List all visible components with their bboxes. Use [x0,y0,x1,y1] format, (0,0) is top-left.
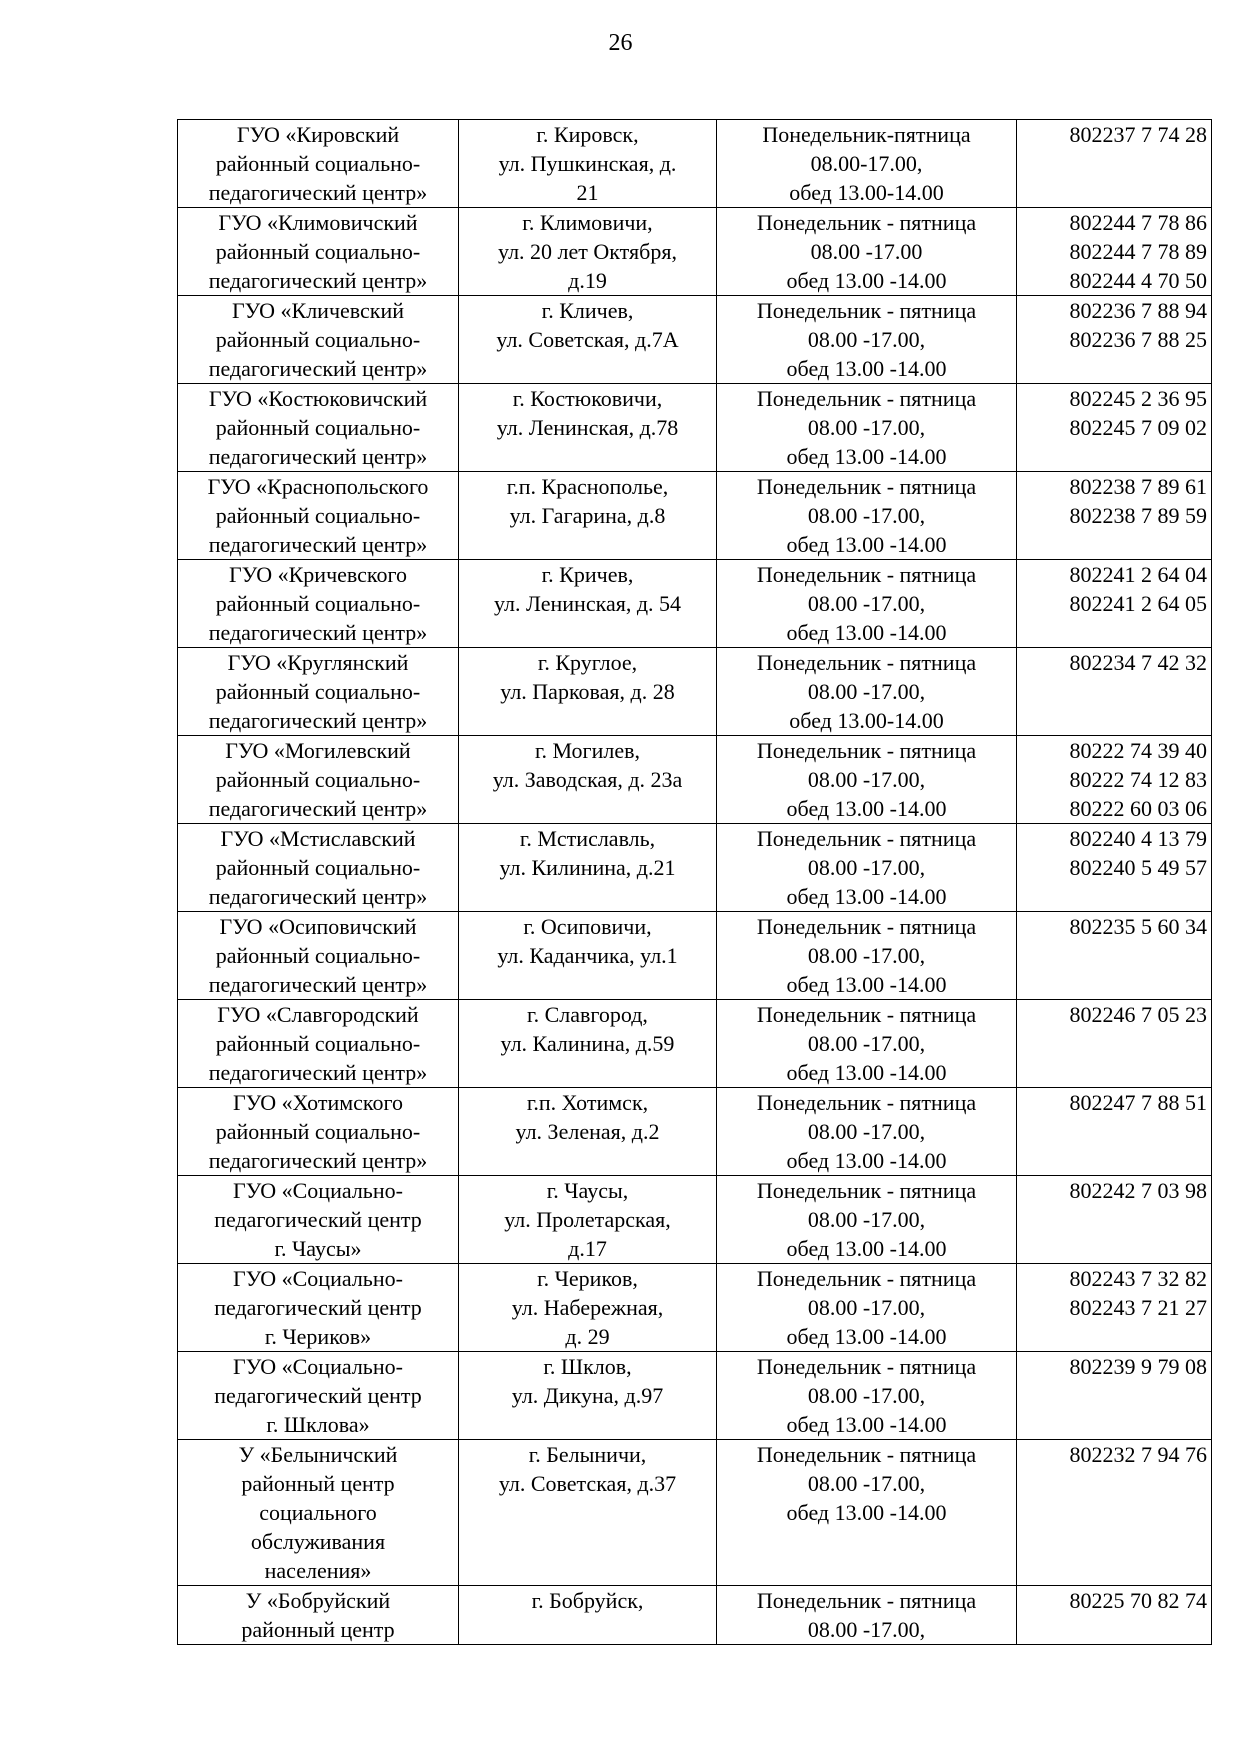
institution-name-line: педагогический центр [214,1207,422,1232]
institution-name-cell [178,296,459,384]
address-cell [459,824,717,912]
address-line: ул. Каданчика, ул.1 [497,943,678,968]
working-hours-line: Понедельник - пятница [756,474,977,499]
phone-numbers-cell [1017,1264,1212,1352]
phone-number: 802239 9 79 08 [1069,1354,1207,1379]
address-line: д.17 [568,1236,607,1261]
institution-name-line: педагогический центр» [208,356,428,381]
institution-name-cell [178,560,459,648]
institution-name-line: ГУО «Социально- [233,1266,403,1291]
table-row [178,648,1212,736]
institution-name-line: педагогический центр» [208,268,428,293]
working-hours-line: обед 13.00 -14.00 [786,1324,947,1349]
address-line: г. Славгород, [527,1002,648,1027]
working-hours-line: обед 13.00 -14.00 [786,1500,947,1525]
working-hours-cell [717,1352,1017,1440]
phone-number: 802236 7 88 25 [1069,327,1207,352]
phone-number: 802241 2 64 04 [1069,562,1207,587]
working-hours-line: 08.00 -17.00, [807,327,926,352]
working-hours-line: 08.00 -17.00, [807,1295,926,1320]
address-cell [459,1176,717,1264]
institution-name-line: ГУО «Хотимского [233,1090,403,1115]
working-hours-line: обед 13.00 -14.00 [786,620,947,645]
institution-name-line: районный центр [241,1617,395,1642]
address-line: д.19 [568,268,607,293]
working-hours-line: обед 13.00 -14.00 [786,444,947,469]
institution-name-line: районный социально- [215,943,421,968]
address-line: ул. Гагарина, д.8 [509,503,666,528]
address-line: г. Кричев, [541,562,634,587]
phone-number: 802235 5 60 34 [1069,914,1207,939]
working-hours-cell [717,472,1017,560]
institution-name-line: районный социально- [215,591,421,616]
phone-numbers-cell [1017,1088,1212,1176]
working-hours-cell [717,560,1017,648]
working-hours-line: обед 13.00 -14.00 [786,1148,947,1173]
phone-number: 802240 4 13 79 [1069,826,1207,851]
institution-name-line: педагогический центр» [208,972,428,997]
address-line: г.п. Краснополье, [506,474,669,499]
institution-name-line: ГУО «Осиповичский [219,914,417,939]
institution-name-cell [178,1586,459,1645]
phone-number: 802247 7 88 51 [1069,1090,1207,1115]
institution-name-line: ГУО «Кричевского [229,562,407,587]
address-line: г. Чериков, [537,1266,638,1291]
working-hours-line: 08.00 -17.00, [807,855,926,880]
working-hours-line: обед 13.00 -14.00 [786,1236,947,1261]
institution-name-line: педагогический центр» [208,1060,428,1085]
phone-numbers-cell [1017,296,1212,384]
institution-name-line: педагогический центр [214,1383,422,1408]
phone-number: 802237 7 74 28 [1069,122,1207,147]
institution-name-line: педагогический центр» [208,884,428,909]
working-hours-line: обед 13.00-14.00 [789,180,944,205]
working-hours-line: обед 13.00-14.00 [789,708,944,733]
institution-name-line: г. Чаусы» [274,1236,362,1261]
working-hours-line: обед 13.00 -14.00 [786,356,947,381]
address-line: г. Белыничи, [528,1442,647,1467]
address-line: ул. Пролетарская, [504,1207,671,1232]
working-hours-line: 08.00 -17.00, [807,1471,926,1496]
address-cell [459,1352,717,1440]
institution-name-line: педагогический центр» [208,620,428,645]
phone-numbers-cell [1017,1440,1212,1586]
institution-name-line: ГУО «Славгородский [217,1002,419,1027]
working-hours-cell [717,296,1017,384]
address-line: ул. Зеленая, д.2 [515,1119,660,1144]
institution-name-cell [178,648,459,736]
institution-name-cell [178,1440,459,1586]
working-hours-line: 08.00 -17.00, [807,1119,926,1144]
working-hours-line: Понедельник - пятница [756,298,977,323]
address-line: г. Осиповичи, [523,914,652,939]
address-line: г. Мстиславль, [519,826,656,851]
working-hours-line: 08.00 -17.00, [807,767,926,792]
working-hours-line: 08.00 -17.00, [807,943,926,968]
working-hours-line: 08.00 -17.00, [807,1207,926,1232]
institution-name-line: обслуживания [250,1529,386,1554]
address-cell [459,1000,717,1088]
phone-number: 802240 5 49 57 [1069,855,1207,880]
table-row [178,1000,1212,1088]
working-hours-line: Понедельник - пятница [756,1442,977,1467]
table-row [178,1440,1212,1586]
table-row [178,824,1212,912]
working-hours-line: обед 13.00 -14.00 [786,532,947,557]
institution-name-cell [178,1088,459,1176]
address-line: ул. Советская, д.37 [498,1471,677,1496]
institution-name-line: районный социально- [215,1119,421,1144]
address-line: г. Кировск, [536,122,639,147]
working-hours-cell [717,1088,1017,1176]
institution-name-line: ГУО «Климовичский [218,210,418,235]
table-row [178,912,1212,1000]
phone-numbers-cell [1017,208,1212,296]
address-line: г. Кличев, [541,298,634,323]
working-hours-line: Понедельник - пятница [756,650,977,675]
phone-numbers-cell [1017,1176,1212,1264]
working-hours-line: Понедельник - пятница [756,1178,977,1203]
working-hours-line: Понедельник - пятница [756,1266,977,1291]
table-row [178,560,1212,648]
institution-name-line: ГУО «Социально- [233,1354,403,1379]
working-hours-cell [717,1000,1017,1088]
institution-name-cell [178,824,459,912]
working-hours-line: Понедельник - пятница [756,1354,977,1379]
working-hours-line: 08.00 -17.00 [810,239,923,264]
address-line: ул. Советская, д.7А [496,327,679,352]
table-row [178,736,1212,824]
institution-name-line: социального [259,1500,377,1525]
institution-name-line: ГУО «Кировский [236,122,400,147]
working-hours-cell [717,384,1017,472]
institution-name-line: районный социально- [215,239,421,264]
institution-name-cell [178,120,459,208]
table-row [178,1088,1212,1176]
address-line: ул. Парковая, д. 28 [500,679,675,704]
working-hours-line: обед 13.00 -14.00 [786,1060,947,1085]
address-cell [459,1586,717,1645]
address-line: ул. Пушкинская, д. [498,151,677,176]
working-hours-line: Понедельник - пятница [756,1588,977,1613]
phone-numbers-cell [1017,384,1212,472]
working-hours-line: 08.00 -17.00, [807,1383,926,1408]
institution-name-cell [178,384,459,472]
institution-name-line: педагогический центр» [208,1148,428,1173]
address-cell [459,1264,717,1352]
table-row [178,472,1212,560]
phone-numbers-cell [1017,472,1212,560]
address-line: ул. Набережная, [511,1295,664,1320]
institution-name-cell [178,1264,459,1352]
address-cell [459,1440,717,1586]
working-hours-line: 08.00-17.00, [810,151,923,176]
page-number: 26 [608,30,633,56]
phone-number: 80225 70 82 74 [1069,1588,1207,1613]
working-hours-line: 08.00 -17.00, [807,1617,926,1642]
address-line: ул. Заводская, д. 23а [492,767,683,792]
institution-name-line: педагогический центр [214,1295,422,1320]
phone-number: 802244 7 78 89 [1069,239,1207,264]
working-hours-line: Понедельник-пятница [762,122,971,147]
phone-number: 802244 7 78 86 [1069,210,1207,235]
address-line: г. Могилев, [535,738,640,763]
working-hours-cell [717,648,1017,736]
address-cell [459,912,717,1000]
address-line: г. Шклов, [543,1354,632,1379]
institution-name-line: г. Чериков» [264,1324,372,1349]
working-hours-cell [717,120,1017,208]
institution-name-line: районный социально- [215,767,421,792]
working-hours-line: Понедельник - пятница [756,738,977,763]
institution-name-line: районный социально- [215,1031,421,1056]
table-row [178,1352,1212,1440]
working-hours-line: 08.00 -17.00, [807,415,926,440]
address-line: ул. Дикуна, д.97 [511,1383,664,1408]
institution-name-line: педагогический центр» [208,796,428,821]
institution-name-cell [178,472,459,560]
institution-name-line: районный социально- [215,415,421,440]
working-hours-line: Понедельник - пятница [756,1090,977,1115]
institution-name-line: ГУО «Костюковичский [208,386,428,411]
address-cell [459,560,717,648]
phone-number: 802246 7 05 23 [1069,1002,1207,1027]
working-hours-cell [717,736,1017,824]
address-line: д. 29 [565,1324,610,1349]
institution-name-line: районный социально- [215,855,421,880]
institution-name-line: У «Белыничский [238,1442,398,1467]
working-hours-line: обед 13.00 -14.00 [786,1412,947,1437]
phone-number: 802238 7 89 59 [1069,503,1207,528]
working-hours-line: обед 13.00 -14.00 [786,884,947,909]
institution-name-line: районный центр [241,1471,395,1496]
phone-number: 80222 60 03 06 [1069,796,1207,821]
address-line: г. Чаусы, [546,1178,629,1203]
working-hours-cell [717,1586,1017,1645]
address-cell [459,208,717,296]
institutions-table [177,119,1212,1645]
address-line: ул. Килинина, д.21 [499,855,676,880]
institution-name-cell [178,1000,459,1088]
working-hours-cell [717,1176,1017,1264]
address-line: 21 [576,180,599,205]
institution-name-line: г. Шклова» [266,1412,370,1437]
phone-number: 802232 7 94 76 [1069,1442,1207,1467]
phone-number: 802238 7 89 61 [1069,474,1207,499]
phone-numbers-cell [1017,648,1212,736]
institution-name-line: ГУО «Круглянский [227,650,409,675]
address-cell [459,296,717,384]
working-hours-line: обед 13.00 -14.00 [786,972,947,997]
institution-name-line: районный социально- [215,327,421,352]
working-hours-line: 08.00 -17.00, [807,679,926,704]
phone-number: 802243 7 21 27 [1069,1295,1207,1320]
institution-name-cell [178,1176,459,1264]
working-hours-line: Понедельник - пятница [756,826,977,851]
institution-name-line: районный социально- [215,151,421,176]
working-hours-cell [717,912,1017,1000]
working-hours-cell [717,1440,1017,1586]
table-body [178,120,1212,1645]
working-hours-line: Понедельник - пятница [756,914,977,939]
working-hours-cell [717,1264,1017,1352]
table-row [178,1264,1212,1352]
address-cell [459,384,717,472]
institution-name-line: населения» [264,1558,372,1583]
phone-numbers-cell [1017,824,1212,912]
phone-numbers-cell [1017,912,1212,1000]
address-line: г. Круглое, [537,650,638,675]
address-line: г. Костюковичи, [512,386,663,411]
phone-numbers-cell [1017,560,1212,648]
address-line: ул. Ленинская, д. 54 [493,591,682,616]
phone-number: 80222 74 39 40 [1069,738,1207,763]
institution-name-cell [178,912,459,1000]
address-cell [459,472,717,560]
address-cell [459,1088,717,1176]
working-hours-line: Понедельник - пятница [756,386,977,411]
institution-name-line: ГУО «Могилевский [225,738,411,763]
address-cell [459,648,717,736]
institution-name-line: педагогический центр» [208,532,428,557]
table-row [178,384,1212,472]
institution-name-line: ГУО «Мстиславский [220,826,416,851]
phone-numbers-cell [1017,120,1212,208]
institution-name-line: ГУО «Кличевский [231,298,405,323]
working-hours-line: Понедельник - пятница [756,1002,977,1027]
phone-number: 802245 7 09 02 [1069,415,1207,440]
address-line: ул. Калинина, д.59 [500,1031,675,1056]
phone-number: 802243 7 32 82 [1069,1266,1207,1291]
working-hours-line: 08.00 -17.00, [807,503,926,528]
address-line: г. Климовичи, [522,210,653,235]
working-hours-line: Понедельник - пятница [756,210,977,235]
institution-name-line: педагогический центр» [208,444,428,469]
phone-number: 802234 7 42 32 [1069,650,1207,675]
working-hours-cell [717,208,1017,296]
phone-number: 802245 2 36 95 [1069,386,1207,411]
working-hours-line: обед 13.00 -14.00 [786,796,947,821]
institution-name-line: педагогический центр» [208,180,428,205]
institution-name-line: ГУО «Социально- [233,1178,403,1203]
working-hours-cell [717,824,1017,912]
address-cell [459,736,717,824]
working-hours-line: Понедельник - пятница [756,562,977,587]
address-line: г. Бобруйск, [531,1588,644,1613]
table-row [178,296,1212,384]
phone-numbers-cell [1017,1000,1212,1088]
institution-name-line: районный социально- [215,503,421,528]
phone-numbers-cell [1017,736,1212,824]
working-hours-line: 08.00 -17.00, [807,1031,926,1056]
institution-name-cell [178,208,459,296]
address-line: ул. Ленинская, д.78 [496,415,679,440]
phone-numbers-cell [1017,1352,1212,1440]
institution-name-line: педагогический центр» [208,708,428,733]
table-row [178,120,1212,208]
table-row [178,208,1212,296]
address-line: ул. 20 лет Октября, [498,239,677,264]
institution-name-line: У «Бобруйский [245,1588,391,1613]
phone-number: 80222 74 12 83 [1069,767,1207,792]
address-line: г.п. Хотимск, [526,1090,649,1115]
table-row [178,1176,1212,1264]
institution-name-cell [178,736,459,824]
phone-number: 802242 7 03 98 [1069,1178,1207,1203]
phone-number: 802241 2 64 05 [1069,591,1207,616]
table-row [178,1586,1212,1645]
institution-name-line: районный социально- [215,679,421,704]
phone-number: 802236 7 88 94 [1069,298,1207,323]
address-cell [459,120,717,208]
working-hours-line: 08.00 -17.00, [807,591,926,616]
institution-name-line: ГУО «Краснопольского [207,474,429,499]
working-hours-line: обед 13.00 -14.00 [786,268,947,293]
institution-name-cell [178,1352,459,1440]
phone-numbers-cell [1017,1586,1212,1645]
phone-number: 802244 4 70 50 [1069,268,1207,293]
